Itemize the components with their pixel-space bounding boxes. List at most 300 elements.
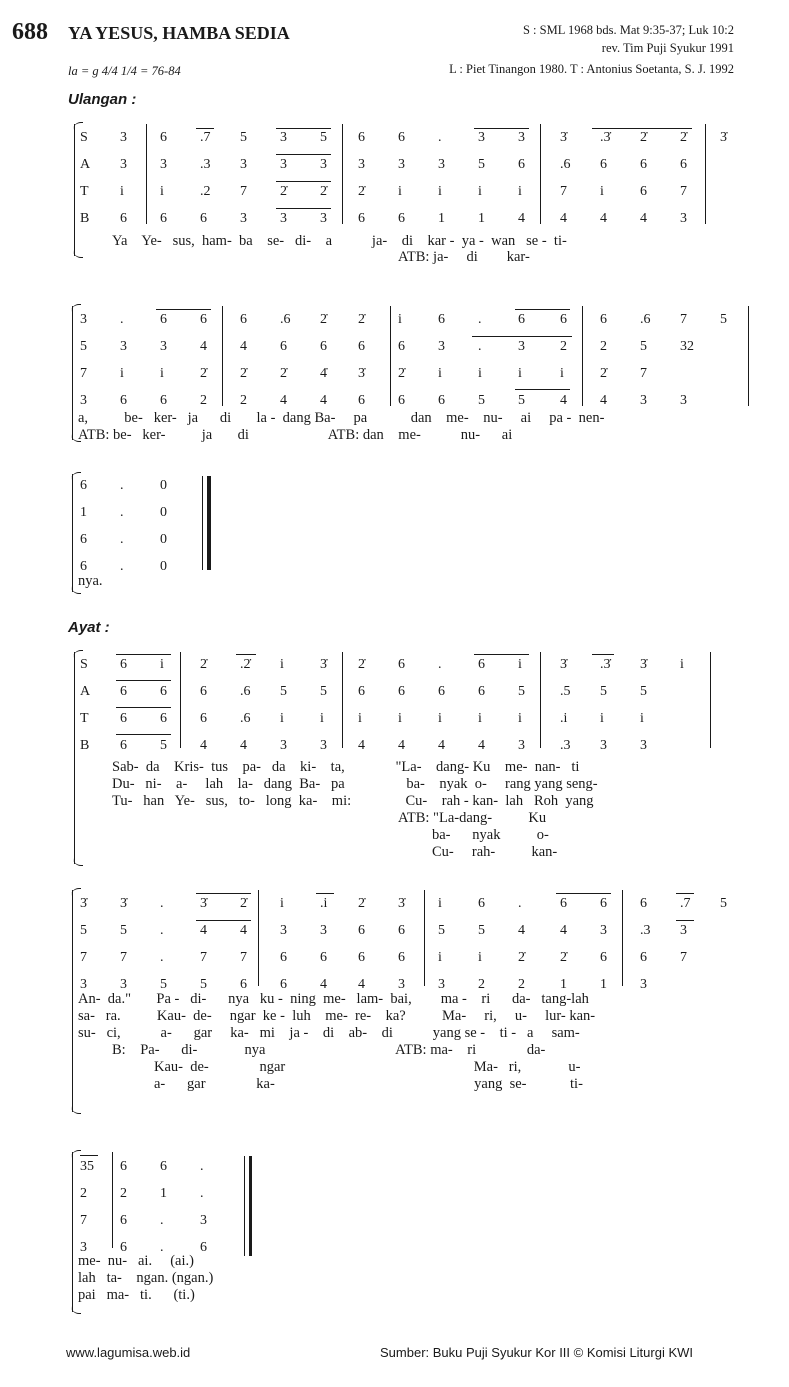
note-cell: 5: [80, 923, 87, 938]
lyric-line: Sab- da Kris- tus pa- da ki- ta, "La- dang- Ku me- nan- ti: [112, 759, 580, 775]
note-cell: i: [320, 711, 324, 726]
note-cell: 6: [478, 896, 485, 911]
note-cell: 6: [320, 950, 327, 965]
lyric-line: Du- ni- a- lah la- dang Ba- pa ba- nyak o- rang yang seng-: [112, 776, 598, 792]
note-cell: 3: [280, 211, 287, 226]
barline: [222, 306, 223, 406]
note-cell: 6: [438, 312, 445, 327]
note-cell: 3: [438, 339, 445, 354]
beam: [474, 128, 529, 129]
note-cell: 3: [398, 157, 405, 172]
note-cell: 3̇: [720, 130, 727, 145]
note-cell: .2: [200, 184, 211, 199]
note-cell: 4: [600, 393, 607, 408]
note-cell: 2̇: [358, 657, 365, 672]
note-cell: 6: [358, 130, 365, 145]
note-cell: 6: [280, 950, 287, 965]
note-cell: 7: [680, 950, 687, 965]
lyric-line: ba- nyak o-: [432, 827, 549, 843]
note-cell: 6: [120, 738, 127, 753]
note-cell: .5: [560, 684, 571, 699]
note-cell: 6: [398, 657, 405, 672]
note-cell: .3: [560, 738, 571, 753]
note-cell: .: [160, 1213, 164, 1228]
note-cell: 6: [280, 339, 287, 354]
note-cell: 6: [120, 1159, 127, 1174]
note-cell: 6: [398, 684, 405, 699]
note-cell: .3̇: [600, 657, 611, 672]
note-cell: 6: [358, 211, 365, 226]
note-cell: 2: [120, 1186, 127, 1201]
note-cell: 4: [200, 738, 207, 753]
voice-label: S: [80, 657, 88, 672]
note-cell: 6: [240, 977, 247, 992]
beam: [515, 309, 570, 310]
note-cell: 3: [120, 130, 127, 145]
note-cell: 6: [358, 923, 365, 938]
note-cell: 6: [200, 1240, 207, 1255]
note-cell: 6: [120, 211, 127, 226]
note-cell: 6: [160, 684, 167, 699]
note-cell: 3: [120, 977, 127, 992]
note-cell: .: [160, 896, 164, 911]
lyric-line: su- ci, a- gar ka- mi ja - di ab- di yang se - ti - a sam-: [78, 1025, 580, 1041]
voice-label: T: [80, 184, 89, 199]
beam: [196, 128, 214, 129]
note-cell: i: [280, 896, 284, 911]
lyric-line: ATB: be- ker- ja di ATB: dan me- nu- ai: [78, 427, 513, 443]
lyric-line: nya.: [78, 573, 103, 589]
note-cell: 6: [200, 684, 207, 699]
beam: [156, 309, 211, 310]
note-cell: 5: [478, 923, 485, 938]
note-cell: 3: [80, 312, 87, 327]
note-cell: .7: [200, 130, 211, 145]
note-cell: 6: [120, 711, 127, 726]
note-cell: 1: [80, 505, 87, 520]
barline: [540, 652, 541, 748]
note-cell: 4: [560, 393, 567, 408]
note-cell: i: [518, 184, 522, 199]
note-cell: .2̇: [240, 657, 251, 672]
note-cell: 2̇: [600, 366, 607, 381]
barline: [540, 124, 541, 224]
note-cell: 2̇: [358, 312, 365, 327]
note-cell: 3: [280, 738, 287, 753]
note-cell: 2: [478, 977, 485, 992]
note-cell: 3: [438, 157, 445, 172]
note-cell: 3̇: [120, 896, 127, 911]
note-cell: 2̇: [680, 130, 687, 145]
beam: [276, 181, 331, 182]
barline: [424, 890, 425, 986]
note-cell: 2̇: [640, 130, 647, 145]
note-cell: 32: [680, 339, 694, 354]
note-cell: 3: [358, 157, 365, 172]
note-cell: 4: [518, 923, 525, 938]
beam: [676, 920, 694, 921]
final-barline: [202, 476, 203, 570]
note-cell: i: [478, 366, 482, 381]
note-cell: 5: [120, 923, 127, 938]
note-cell: 4: [518, 211, 525, 226]
note-cell: 7: [80, 366, 87, 381]
barline: [705, 124, 706, 224]
note-cell: 2: [200, 393, 207, 408]
barline: [390, 306, 391, 406]
beam: [116, 734, 171, 735]
note-cell: 1: [560, 977, 567, 992]
note-cell: 7: [640, 366, 647, 381]
note-cell: 7: [680, 312, 687, 327]
beam: [472, 336, 572, 337]
note-cell: 6: [640, 896, 647, 911]
note-cell: .: [478, 312, 482, 327]
note-cell: 3̇: [560, 657, 567, 672]
note-cell: 3: [80, 393, 87, 408]
note-cell: 1: [160, 1186, 167, 1201]
note-cell: 5: [320, 684, 327, 699]
note-cell: 3: [280, 923, 287, 938]
note-cell: 7: [560, 184, 567, 199]
note-cell: 4: [240, 339, 247, 354]
note-cell: 3: [160, 339, 167, 354]
note-cell: 4: [320, 393, 327, 408]
note-cell: 3̇: [560, 130, 567, 145]
lyric-line: ATB: ja- di kar-: [398, 249, 530, 265]
voice-label: A: [80, 684, 91, 699]
note-cell: 2̇: [240, 366, 247, 381]
note-cell: 5: [240, 130, 247, 145]
note-cell: .: [438, 130, 442, 145]
beam: [592, 654, 614, 655]
note-cell: 4: [600, 211, 607, 226]
note-cell: 6: [160, 393, 167, 408]
beam: [116, 680, 171, 681]
beam: [316, 893, 334, 894]
lyric-line: B: Pa- di- nya ATB: ma- ri da-: [112, 1042, 546, 1058]
note-cell: 2: [240, 393, 247, 408]
note-cell: 6: [398, 339, 405, 354]
note-cell: 6: [160, 312, 167, 327]
note-cell: i: [438, 711, 442, 726]
note-cell: 5: [80, 339, 87, 354]
note-cell: 3: [640, 738, 647, 753]
note-cell: 7: [80, 950, 87, 965]
note-cell: 2̇: [200, 366, 207, 381]
note-cell: i: [438, 366, 442, 381]
note-cell: 5: [200, 977, 207, 992]
note-cell: 3: [680, 923, 687, 938]
note-cell: 4: [640, 211, 647, 226]
note-cell: i: [600, 711, 604, 726]
barline: [180, 652, 181, 748]
note-cell: 6: [120, 684, 127, 699]
note-cell: .: [160, 1240, 164, 1255]
note-cell: 7: [80, 1213, 87, 1228]
note-cell: 4: [358, 738, 365, 753]
lyric-line: me- nu- ai. (ai.): [78, 1253, 194, 1269]
note-cell: 6: [600, 157, 607, 172]
note-cell: 5: [280, 684, 287, 699]
note-cell: i: [640, 711, 644, 726]
beam: [236, 654, 256, 655]
note-cell: 3: [640, 977, 647, 992]
note-cell: 3: [600, 923, 607, 938]
note-cell: i: [358, 711, 362, 726]
hymn-number: 688: [12, 19, 48, 45]
note-cell: 6: [320, 339, 327, 354]
note-cell: .: [438, 657, 442, 672]
note-cell: 35: [80, 1159, 94, 1174]
note-cell: 4: [240, 738, 247, 753]
note-cell: 5: [160, 977, 167, 992]
lyric-line: sa- ra. Kau- de- ngar ke - luh me- re- ka? Ma- ri, u- lur- kan-: [78, 1008, 596, 1024]
note-cell: 1: [438, 211, 445, 226]
note-cell: 2: [80, 1186, 87, 1201]
note-cell: 6: [398, 130, 405, 145]
note-cell: 6: [80, 478, 87, 493]
note-cell: .i: [560, 711, 568, 726]
note-cell: 2̇: [320, 312, 327, 327]
note-cell: 6: [358, 950, 365, 965]
note-cell: 3: [438, 977, 445, 992]
lyric-line: Cu- rah- kan-: [432, 844, 558, 860]
note-cell: 6: [120, 657, 127, 672]
note-cell: .7: [680, 896, 691, 911]
note-cell: 2̇: [358, 184, 365, 199]
beam: [196, 920, 251, 921]
note-cell: .: [120, 559, 124, 574]
note-cell: .3: [200, 157, 211, 172]
barline: [710, 652, 711, 748]
note-cell: .: [120, 505, 124, 520]
note-cell: 3: [280, 157, 287, 172]
note-cell: 6: [200, 211, 207, 226]
note-cell: 4: [240, 923, 247, 938]
beam: [80, 1155, 98, 1156]
lyric-line: pai ma- ti. (ti.): [78, 1287, 195, 1303]
note-cell: 6: [80, 559, 87, 574]
beam: [676, 893, 694, 894]
note-cell: 4: [560, 211, 567, 226]
beam: [276, 128, 331, 129]
note-cell: 2̇: [240, 896, 247, 911]
footer-website[interactable]: www.lagumisa.web.id: [66, 1345, 191, 1360]
note-cell: 6: [120, 393, 127, 408]
note-cell: i: [280, 711, 284, 726]
note-cell: 2̇: [398, 366, 405, 381]
note-cell: 6: [438, 684, 445, 699]
note-cell: 4: [398, 738, 405, 753]
note-cell: 5: [478, 157, 485, 172]
lyric-line: An- da." Pa - di- nya ku - ning me- lam- bai, ma - ri da- tang-lah: [78, 991, 589, 1007]
note-cell: 1: [600, 977, 607, 992]
note-cell: 2̇: [560, 950, 567, 965]
note-cell: 6: [160, 711, 167, 726]
note-cell: 6: [398, 393, 405, 408]
note-cell: .i: [320, 896, 328, 911]
note-cell: .: [200, 1159, 204, 1174]
note-cell: 3: [518, 339, 525, 354]
beam: [276, 154, 331, 155]
note-cell: i: [398, 184, 402, 199]
note-cell: 6: [358, 393, 365, 408]
note-cell: 3: [240, 157, 247, 172]
note-cell: i: [478, 184, 482, 199]
note-cell: 2̇: [358, 896, 365, 911]
note-cell: 6: [600, 312, 607, 327]
note-cell: i: [518, 366, 522, 381]
note-cell: 3: [120, 339, 127, 354]
source-line-1: S : SML 1968 bds. Mat 9:35-37; Luk 10:2: [522, 23, 734, 37]
note-cell: 5: [518, 393, 525, 408]
note-cell: 6: [640, 157, 647, 172]
note-cell: 3: [320, 157, 327, 172]
beam: [556, 893, 611, 894]
note-cell: 4: [560, 923, 567, 938]
note-cell: .6: [560, 157, 571, 172]
note-cell: 6: [560, 312, 567, 327]
note-cell: i: [518, 657, 522, 672]
note-cell: 3: [518, 738, 525, 753]
note-cell: 6: [240, 312, 247, 327]
note-cell: 5: [160, 738, 167, 753]
note-cell: 5: [720, 896, 727, 911]
note-cell: 3: [478, 130, 485, 145]
note-cell: i: [560, 366, 564, 381]
note-cell: 6: [398, 923, 405, 938]
note-cell: 6: [478, 684, 485, 699]
note-cell: 6: [560, 896, 567, 911]
note-cell: 3: [398, 977, 405, 992]
note-cell: i: [280, 657, 284, 672]
note-cell: 7: [200, 950, 207, 965]
note-cell: 4: [200, 339, 207, 354]
note-cell: .6: [280, 312, 291, 327]
note-cell: 3: [160, 157, 167, 172]
note-cell: 0: [160, 505, 167, 520]
note-cell: 2̇: [280, 184, 287, 199]
note-cell: 6: [518, 312, 525, 327]
note-cell: 6: [438, 393, 445, 408]
note-cell: .: [518, 896, 522, 911]
note-cell: 6: [600, 950, 607, 965]
note-cell: 4: [358, 977, 365, 992]
lyric-line: a- gar ka- yang se- ti-: [154, 1076, 583, 1092]
note-cell: 5: [438, 923, 445, 938]
note-cell: 7: [240, 184, 247, 199]
note-cell: 4: [280, 393, 287, 408]
note-cell: 6: [398, 211, 405, 226]
note-cell: .: [120, 312, 124, 327]
note-cell: 3: [640, 393, 647, 408]
note-cell: 2̇: [200, 657, 207, 672]
note-cell: 6: [200, 711, 207, 726]
note-cell: 6: [358, 684, 365, 699]
note-cell: .6: [240, 684, 251, 699]
note-cell: i: [398, 711, 402, 726]
note-cell: 6: [518, 157, 525, 172]
note-cell: 3: [680, 211, 687, 226]
note-cell: 3̇: [200, 896, 207, 911]
beam: [592, 128, 692, 129]
note-cell: i: [438, 950, 442, 965]
note-cell: 4: [478, 738, 485, 753]
lyric-line: lah ta- ngan. (ngan.): [78, 1270, 214, 1286]
note-cell: i: [398, 312, 402, 327]
note-cell: 3: [240, 211, 247, 226]
lyric-line: Kau- de- ngar Ma- ri, u-: [154, 1059, 581, 1075]
note-cell: 3: [280, 130, 287, 145]
note-cell: 6: [478, 657, 485, 672]
note-cell: 5: [600, 684, 607, 699]
note-cell: 5: [720, 312, 727, 327]
note-cell: 3: [200, 1213, 207, 1228]
note-cell: 3: [600, 738, 607, 753]
barline: [622, 890, 623, 986]
note-cell: .3̇: [600, 130, 611, 145]
note-cell: 2: [560, 339, 567, 354]
note-cell: 3: [680, 393, 687, 408]
note-cell: 5: [640, 684, 647, 699]
note-cell: 3̇: [358, 366, 365, 381]
note-cell: 7: [680, 184, 687, 199]
section-ulangan: Ulangan :: [68, 91, 137, 108]
note-cell: 6: [280, 977, 287, 992]
note-cell: 4: [320, 977, 327, 992]
note-cell: .: [160, 950, 164, 965]
footer-source: Sumber: Buku Puji Syukur Kor III © Komisi Liturgi KWI: [380, 1345, 694, 1360]
voice-label: B: [80, 738, 90, 753]
note-cell: 4: [200, 923, 207, 938]
note-cell: 1: [478, 211, 485, 226]
note-cell: 3: [320, 211, 327, 226]
hymn-title: YA YESUS, HAMBA SEDIA: [68, 23, 290, 43]
voice-label: T: [80, 711, 89, 726]
note-cell: 3: [80, 1240, 87, 1255]
note-cell: .: [478, 339, 482, 354]
note-cell: 3̇: [320, 657, 327, 672]
note-cell: 3: [320, 923, 327, 938]
voice-label: B: [80, 211, 90, 226]
note-cell: 6: [680, 157, 687, 172]
credits-line: L : Piet Tinangon 1980. T : Antonius Soetanta, S. J. 1992: [449, 62, 734, 76]
note-cell: 4̇: [320, 366, 327, 381]
voice-label: S: [80, 130, 88, 145]
note-cell: 2̇: [320, 184, 327, 199]
lyric-line: ATB: "La-dang- Ku: [398, 810, 547, 826]
note-cell: 5: [478, 393, 485, 408]
note-cell: i: [160, 366, 164, 381]
note-cell: 6: [120, 1213, 127, 1228]
note-cell: 3̇: [398, 896, 405, 911]
note-cell: 5: [640, 339, 647, 354]
note-cell: i: [120, 184, 124, 199]
note-cell: 3: [320, 738, 327, 753]
note-cell: 6: [398, 950, 405, 965]
note-cell: i: [478, 711, 482, 726]
note-cell: 3̇: [640, 657, 647, 672]
note-cell: 4: [438, 738, 445, 753]
beam: [276, 208, 331, 209]
barline: [342, 124, 343, 224]
note-cell: .: [160, 923, 164, 938]
note-cell: i: [160, 184, 164, 199]
note-cell: .: [200, 1186, 204, 1201]
note-cell: 6: [600, 896, 607, 911]
note-cell: .6: [640, 312, 651, 327]
